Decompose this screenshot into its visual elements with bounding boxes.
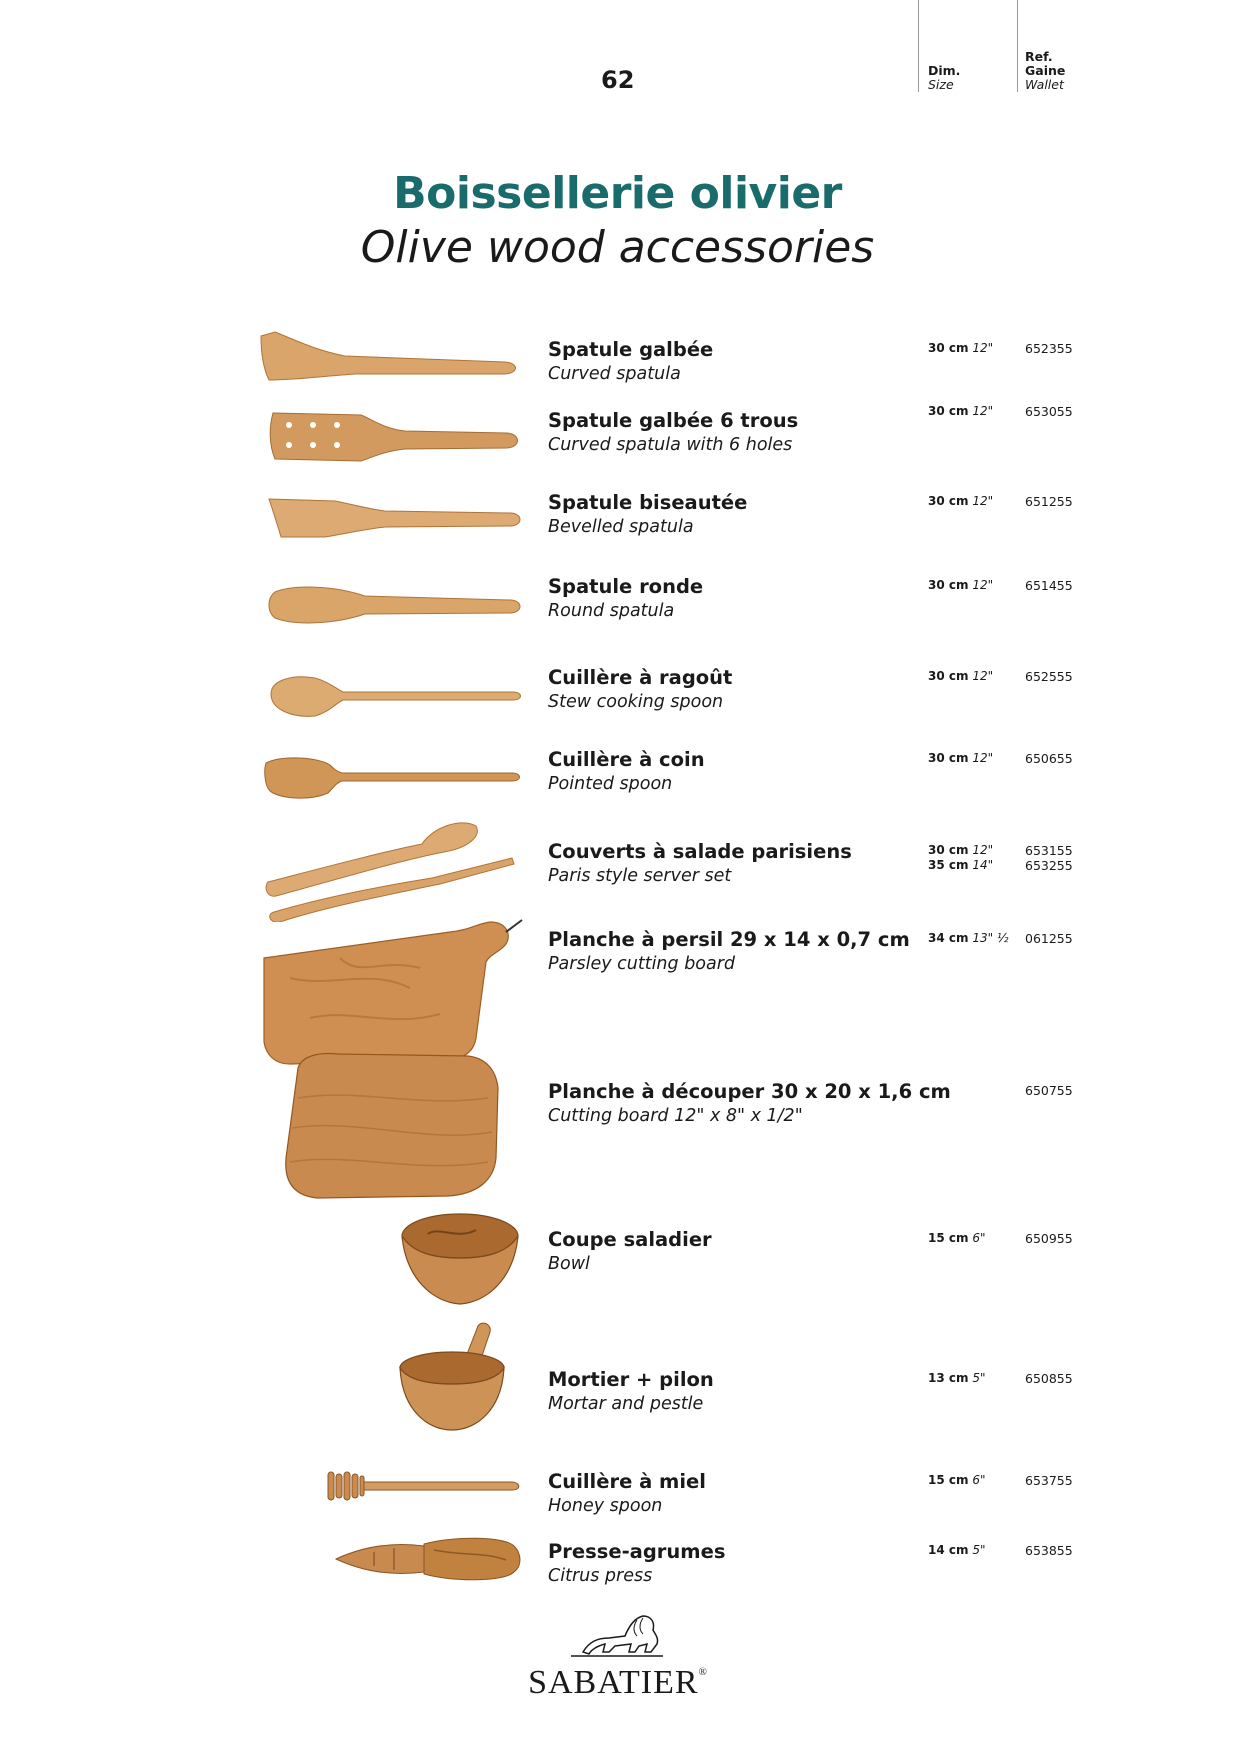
- product-name-fr: Spatule biseautée: [548, 491, 748, 514]
- brand-footer: [0, 1612, 1235, 1702]
- ref-column-header: [1025, 50, 1065, 92]
- slotted-spatula-icon: [265, 405, 525, 465]
- product-ref: 061255: [1025, 931, 1073, 946]
- product-name-en: Curved spatula with 6 holes: [548, 435, 793, 455]
- product-ref: 652355: [1025, 341, 1073, 356]
- product-name-en: Pointed spoon: [548, 774, 673, 794]
- honey-dipper-icon: [326, 1468, 526, 1504]
- product-size: 30 cm 12" 35 cm 14": [928, 843, 994, 872]
- product-name-en: Curved spatula: [548, 364, 681, 384]
- product-name-en: Parsley cutting board: [548, 954, 736, 974]
- product-ref: 650655: [1025, 751, 1073, 766]
- product-name-en: Cutting board 12" x 8" x 1/2": [548, 1106, 803, 1126]
- product-ref: 651255: [1025, 494, 1073, 509]
- product-size: 30 cm 12": [928, 751, 994, 765]
- product-name-en: Stew cooking spoon: [548, 692, 724, 712]
- page-number: 62: [601, 66, 635, 94]
- wallet-label: Wallet: [1025, 77, 1064, 92]
- mortar-pestle-icon: [396, 1322, 511, 1434]
- product-name-fr: Spatule galbée: [548, 338, 714, 361]
- column-divider-ref: [1017, 0, 1018, 92]
- dim-label: Dim.: [928, 63, 961, 78]
- product-ref: 653055: [1025, 404, 1073, 419]
- product-name-fr: Planche à persil 29 x 14 x 0,7 cm: [548, 928, 910, 951]
- product-size: 30 cm 12": [928, 669, 994, 683]
- round-spatula-icon: [265, 580, 525, 630]
- page-title: Boissellerie olivier: [393, 168, 842, 219]
- product-name-fr: Planche à découper 30 x 20 x 1,6 cm: [548, 1080, 951, 1103]
- product-ref: 653755: [1025, 1473, 1073, 1488]
- product-name-en: Bowl: [548, 1254, 590, 1274]
- brand-wordmark: SABATIER®: [528, 1664, 707, 1701]
- pointed-spoon-icon: [262, 751, 524, 801]
- product-name-en: Mortar and pestle: [548, 1394, 704, 1414]
- lion-logo-icon: [563, 1612, 673, 1662]
- product-name-fr: Presse-agrumes: [548, 1540, 726, 1563]
- product-name-en: Round spatula: [548, 601, 675, 621]
- product-ref: 650855: [1025, 1371, 1073, 1386]
- bowl-icon: [398, 1212, 523, 1307]
- product-name-en: Citrus press: [548, 1566, 653, 1586]
- product-ref: 651455: [1025, 578, 1073, 593]
- product-name-en: Paris style server set: [548, 866, 732, 886]
- product-ref: 650955: [1025, 1231, 1073, 1246]
- curved-spatula-icon: [255, 328, 525, 388]
- stew-spoon-icon: [265, 670, 525, 720]
- size-label: Size: [928, 77, 954, 92]
- product-name-fr: Spatule ronde: [548, 575, 704, 598]
- product-size: 13 cm 5": [928, 1371, 986, 1385]
- product-name-fr: Cuillère à ragoût: [548, 666, 733, 689]
- product-size: 14 cm 5": [928, 1543, 986, 1557]
- product-name-fr: Couverts à salade parisiens: [548, 840, 852, 863]
- product-name-en: Bevelled spatula: [548, 517, 694, 537]
- parsley-board-icon: [250, 918, 540, 1068]
- product-name-fr: Coupe saladier: [548, 1228, 712, 1251]
- product-size: 30 cm 12": [928, 404, 994, 418]
- size-column-header: [928, 64, 960, 92]
- salad-server-set-icon: [262, 812, 522, 922]
- product-ref: 650755: [1025, 1083, 1073, 1098]
- product-size: 30 cm 12": [928, 341, 994, 355]
- gaine-label: Gaine: [1025, 63, 1066, 78]
- product-name-fr: Cuillère à coin: [548, 748, 705, 771]
- product-name-fr: Spatule galbée 6 trous: [548, 409, 799, 432]
- product-ref: 653155 653255: [1025, 843, 1073, 873]
- product-name-fr: Cuillère à miel: [548, 1470, 706, 1493]
- product-size: 30 cm 12": [928, 578, 994, 592]
- bevelled-spatula-icon: [265, 493, 525, 543]
- product-ref: 653855: [1025, 1543, 1073, 1558]
- product-size: 15 cm 6": [928, 1231, 986, 1245]
- ref-label: Ref.: [1025, 49, 1053, 64]
- citrus-reamer-icon: [334, 1532, 524, 1586]
- product-size: 15 cm 6": [928, 1473, 986, 1487]
- cutting-board-icon: [278, 1048, 503, 1203]
- page-subtitle: Olive wood accessories: [360, 222, 875, 273]
- column-divider-size: [918, 0, 919, 92]
- product-size: 34 cm 13" ½: [928, 931, 1009, 945]
- product-ref: 652555: [1025, 669, 1073, 684]
- product-name-en: Honey spoon: [548, 1496, 663, 1516]
- product-name-fr: Mortier + pilon: [548, 1368, 714, 1391]
- product-size: 30 cm 12": [928, 494, 994, 508]
